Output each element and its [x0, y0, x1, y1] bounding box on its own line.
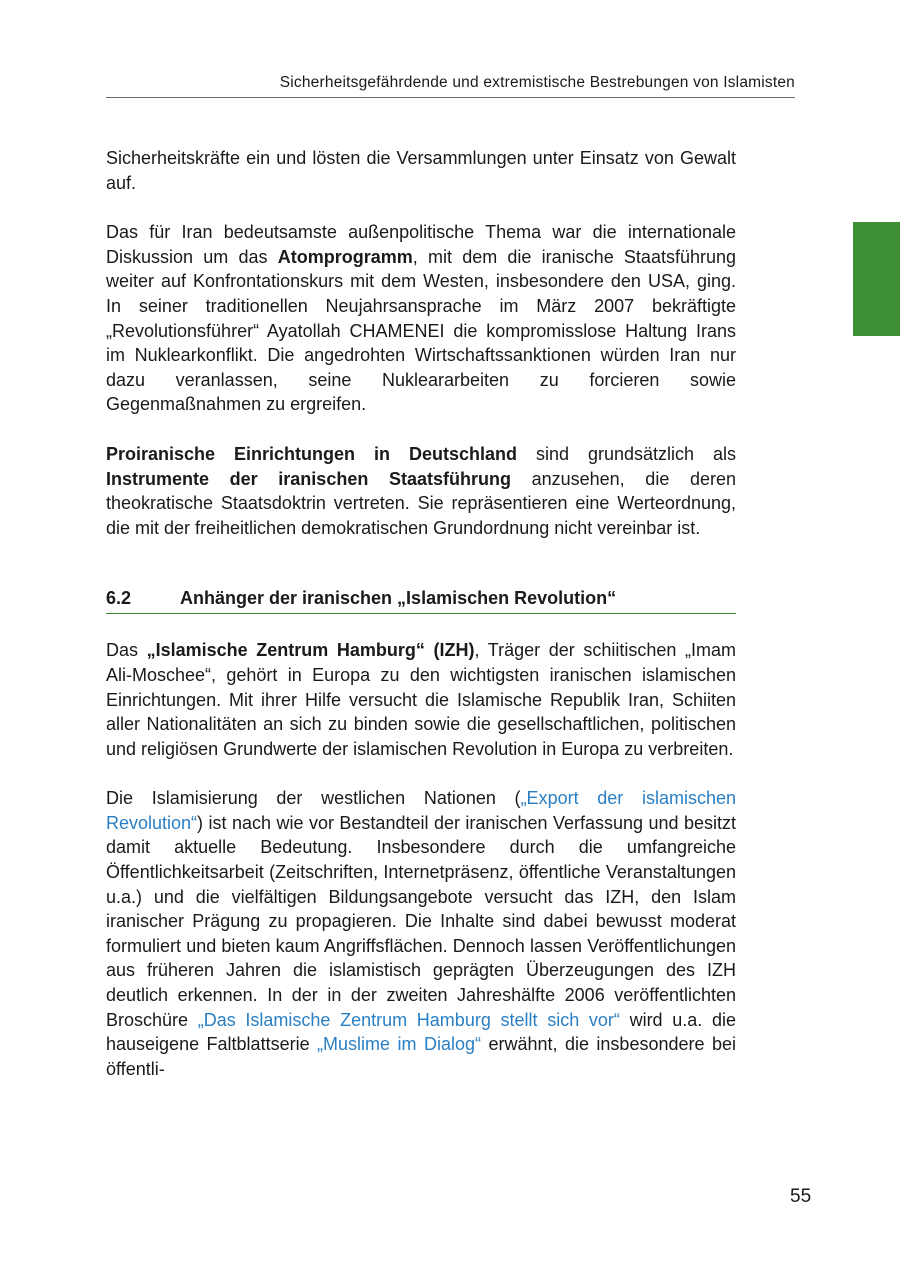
paragraph-text: Sicherheitskräfte ein und lösten die Versammlungen unter Einsatz von Gewalt auf.	[106, 148, 736, 193]
link-export-revolution[interactable]: „Export der islamischen Revolution“	[106, 788, 736, 833]
paragraph-text: wird u.a. die hauseigene Faltblattserie	[106, 1009, 736, 1055]
bold-term: Instrumente der iranischen Staatsführung	[106, 468, 511, 489]
link-izh-brochure[interactable]: „Das Islamische Zentrum Hamburg stellt sich vor“	[197, 1009, 620, 1030]
link-muslime-im-dialog[interactable]: „Muslime im Dialog“	[317, 1034, 481, 1055]
paragraph-text: Die Islamisierung der westlichen Nationen (	[106, 788, 521, 809]
paragraph-text: anzusehen, die deren theokratische Staatsdoktrin vertreten. Sie repräsentieren eine Werteordnung, die mit der freiheitlichen demokratischen Grundordnung nicht vereinbar ist.	[106, 468, 736, 538]
page-body	[106, 146, 736, 1081]
chapter-thumb-tab	[853, 222, 900, 336]
page-number: 55	[790, 1186, 812, 1207]
paragraph-2	[106, 220, 736, 417]
bold-term: „Islamische Zentrum Hamburg“ (IZH)	[146, 640, 475, 661]
paragraph-text: ) ist nach wie vor Bestandteil der iranischen Verfassung und besitzt damit aktuelle Bedeutung. Insbesondere durch die umfangreiche Öffentlichkeitsarbeit (Zeitschriften, Internetpräsenz, öffentliche Veranstaltungen u.a.) und die vielfältigen Bildungsangebote versucht das IZH, den Islam iranischer Prägung zu propagieren. Die Inhalte sind dabei bewusst moderat formuliert und bieten kaum Angriffsflächen. Dennoch lassen Veröffentlichungen aus früheren Jahren die islamistisch geprägten Überzeugungen des IZH deutlich erkennen. In der in der zweiten Jahreshälfte 2006 veröffentlichten Broschüre	[106, 812, 736, 1030]
bold-term: Atomprogramm	[277, 246, 413, 267]
section-title: Anhänger der iranischen „Islamischen Revolution“	[180, 588, 617, 609]
section-number: 6.2	[106, 588, 132, 609]
header-rule	[106, 97, 795, 98]
paragraph-text: , mit dem die iranische Staatsführung weiter auf Konfrontationskurs mit dem Westen, insbesondere den USA, ging. In seiner traditionellen Neujahrsansprache im März 2007 bekräftigte „Revolutionsführer“ Ayatollah CHAMENEI die kompromisslose Haltung Irans im Nuklearkonflikt. Die angedrohten Wirtschaftssanktionen würden Iran nur dazu veranlassen, seine Nukleararbeiten zu forcieren sowie Gegenmaßnahmen zu ergreifen.	[106, 246, 737, 415]
paragraph-5	[106, 786, 736, 1081]
paragraph-text: sind grundsätzlich als	[516, 443, 736, 464]
paragraph-text: , Träger der schiitischen „Imam Ali-Moschee“, gehört in Europa zu den wichtigsten iranischen islamischen Einrichtungen. Mit ihrer Hilfe versucht die Islamische Republik Iran, Schiiten aller Nationalitäten an sich zu binden sowie die gesellschaftlichen, politischen und religiösen Grundwerte der islamischen Revolution in Europa zu verbreiten.	[106, 640, 736, 759]
running-header: Sicherheitsgefährdende und extremistische Bestrebungen von Islamisten	[279, 74, 795, 91]
bold-term: Proiranische Einrichtungen in Deutschland	[106, 443, 517, 464]
paragraph-3	[106, 442, 736, 540]
paragraph-text: Das für Iran bedeutsamste außenpolitische Thema war die internationale Diskussion um das	[106, 222, 736, 267]
paragraph-4	[106, 638, 736, 761]
paragraph-text: erwähnt, die insbesondere bei öffentli-	[106, 1034, 736, 1079]
paragraph-text: Das	[106, 640, 147, 661]
paragraph-1	[106, 146, 736, 195]
section-heading	[106, 586, 736, 614]
